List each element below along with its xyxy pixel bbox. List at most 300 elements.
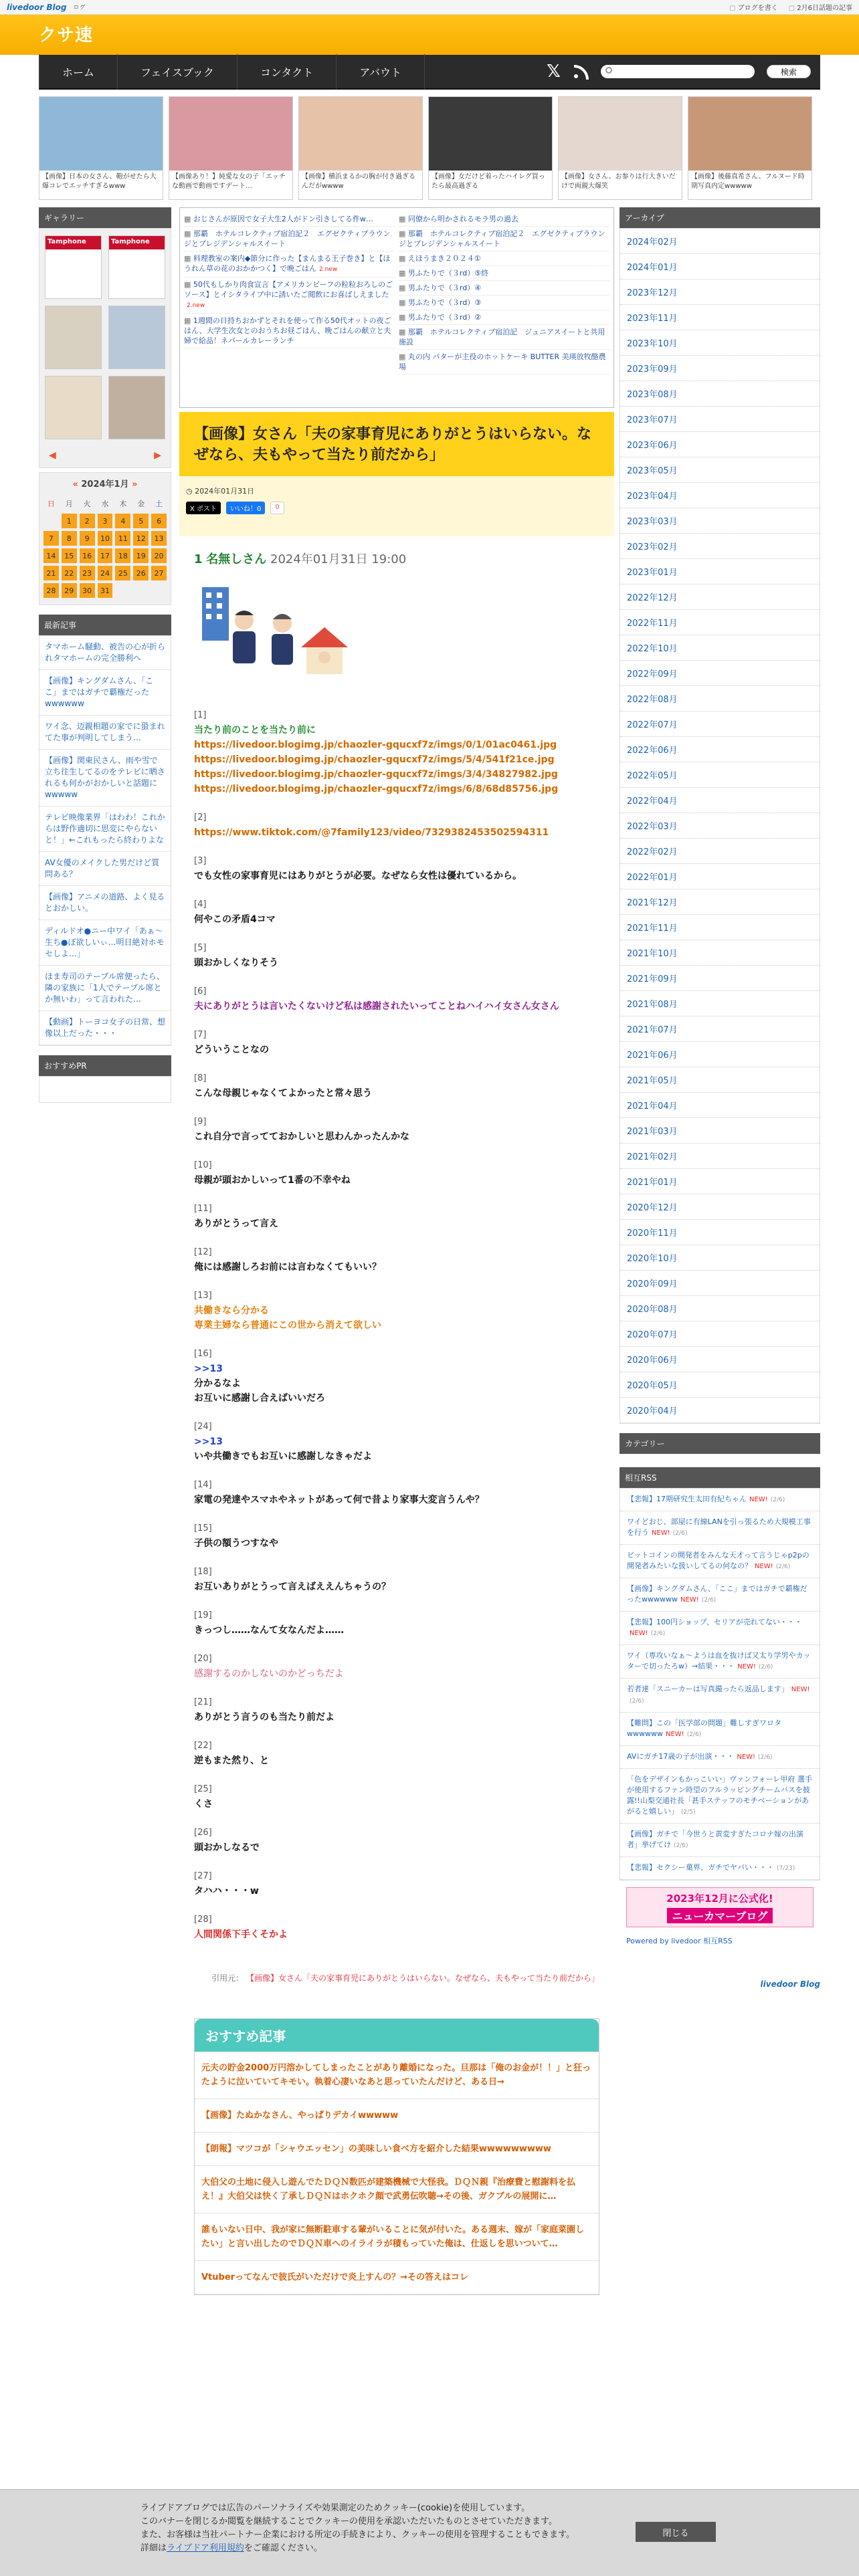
article-illustration xyxy=(194,580,355,687)
gallery-image[interactable] xyxy=(108,306,165,369)
recommend-link[interactable]: 誰もいない日中、我が家に無断駐車する輩がいることに気が付いた。ある週末、嫁が「家庭菜園したい」と言い出したのでＤＱＮ車へのイライラが積もっていた俺は、仕返しを思いついて… xyxy=(195,2214,599,2261)
comment-link[interactable]: https://livedoor.blogimg.jp/chaozler-gqucxf7z/imgs/0/1/01ac0461.jpg xyxy=(194,740,557,750)
calendar-date[interactable]: 25 xyxy=(115,566,130,580)
comment-number: [26] xyxy=(194,1828,212,1838)
archive-month-link[interactable]: 2020年07月 xyxy=(620,1321,820,1347)
calendar-date[interactable]: 22 xyxy=(62,566,77,580)
archive-month-link[interactable]: 2024年02月 xyxy=(620,229,820,254)
related-link[interactable] xyxy=(399,350,609,374)
thumbnail-card[interactable] xyxy=(428,96,553,200)
rss-item[interactable] xyxy=(620,1578,820,1612)
recommend-link[interactable]: Vtuberってなんで彼氏がいただけで炎上すんの？→その答えはコレ xyxy=(195,2261,599,2294)
rss-item-date: (2/6) xyxy=(701,1597,717,1604)
comment-body xyxy=(194,1580,599,1594)
recommend-link[interactable]: 大伯父の土地に侵入し遊んでたＤＱＮ数匹が建築機械で大怪我。ＤＱＮ親『治療費と慰謝料を払え！』大伯父は快く了承しＤＱＮはホクホク顔で武勇伝吹聴→その後、ガクブルの展開に… xyxy=(195,2166,599,2214)
comment-link[interactable]: >>13 xyxy=(194,1364,223,1374)
topbar-links xyxy=(729,2,852,12)
comment-body xyxy=(194,1667,599,1681)
calendar-box xyxy=(39,472,171,605)
archive-month-link[interactable]: 2020年05月 xyxy=(620,1372,820,1398)
rss-item[interactable] xyxy=(620,1746,820,1769)
source-link[interactable]: 【画像】女さん「夫の家事育児にありがとうはいらない。なぜなら、夫もやって当たり前だから」 xyxy=(246,1973,599,1983)
cookie-text-4-pre: 詳細は xyxy=(140,2543,167,2553)
write-blog-link[interactable]: ▢ ブログを書く xyxy=(729,2,778,12)
calendar-date[interactable]: 10 xyxy=(98,531,113,546)
comment xyxy=(194,856,599,883)
thumbnail-image[interactable] xyxy=(688,97,812,171)
comment-link[interactable]: https://livedoor.blogimg.jp/chaozler-gqucxf7z/imgs/6/8/68d85756.jpg xyxy=(194,784,559,794)
related-link[interactable] xyxy=(184,227,395,251)
comment-link[interactable]: https://livedoor.blogimg.jp/chaozler-gqucxf7z/imgs/5/4/541f21ce.jpg xyxy=(194,754,555,765)
calendar-date[interactable]: 24 xyxy=(98,566,113,580)
related-link[interactable] xyxy=(184,212,395,227)
thumbnail-strip xyxy=(39,96,820,200)
search-button[interactable]: 検索 xyxy=(767,65,811,78)
recent-article-link[interactable]: 【画像】アニメの道路、よく見るとおかしい。 xyxy=(39,886,171,920)
archive-month-link[interactable]: 2023年10月 xyxy=(620,330,820,356)
related-link[interactable] xyxy=(399,212,609,227)
rss-item[interactable] xyxy=(620,1824,820,1857)
archive-month-link[interactable]: 2023年03月 xyxy=(620,508,820,534)
gallery-image-top: Tamphone xyxy=(45,236,101,249)
nav-right xyxy=(547,62,820,82)
thumbnail-caption[interactable]: 【画像】女さん、お参りは行大きいだけで両親大爆笑 xyxy=(561,173,676,190)
calendar-date[interactable]: 12 xyxy=(133,531,149,546)
comment-list xyxy=(194,710,599,1942)
related-link-text: 男ふたりで（３rd）③ xyxy=(407,298,482,307)
archive-month-link[interactable]: 2024年01月 xyxy=(620,254,820,280)
comment xyxy=(194,943,599,970)
calendar-date[interactable]: 11 xyxy=(115,531,130,546)
related-link[interactable] xyxy=(399,266,609,281)
archive-month-link[interactable]: 2022年08月 xyxy=(620,686,820,712)
related-link-text: 男ふたりで（３rd）④ xyxy=(407,284,482,292)
gallery-box xyxy=(39,228,171,468)
recommend-list xyxy=(195,2052,599,2294)
archive-month-link[interactable]: 2023年09月 xyxy=(620,356,820,381)
comment xyxy=(194,813,599,840)
comment xyxy=(194,1523,599,1551)
rss-item-date: (2/6) xyxy=(674,1842,688,1849)
comment-link[interactable]: >>13 xyxy=(194,1436,223,1447)
archive-month-link[interactable]: 2022年12月 xyxy=(620,584,820,610)
rss-item[interactable] xyxy=(620,1511,820,1545)
calendar-date[interactable]: 15 xyxy=(62,548,77,563)
calendar-date[interactable]: 5 xyxy=(133,514,149,528)
gallery-nav xyxy=(39,446,171,467)
terms-link[interactable]: ライブドア利用規約 xyxy=(167,2543,244,2553)
rss-item[interactable] xyxy=(620,1545,820,1578)
nav-about[interactable]: アバウト xyxy=(337,54,425,89)
thumbnail-card[interactable] xyxy=(169,96,293,200)
archive-month-link[interactable]: 2021年05月 xyxy=(620,1067,820,1093)
comment xyxy=(194,1610,599,1638)
archive-month-link[interactable]: 2023年11月 xyxy=(620,305,820,330)
comment-number: [14] xyxy=(194,1480,212,1490)
comment-body xyxy=(194,825,599,840)
rss-item[interactable] xyxy=(620,1489,820,1511)
comment xyxy=(194,1030,599,1057)
archive-month-link[interactable]: 2023年06月 xyxy=(620,432,820,457)
comment-body xyxy=(194,1884,599,1899)
comment xyxy=(194,899,599,927)
op-name: 名無しさん xyxy=(206,552,267,566)
cookie-close-button[interactable]: 閉じる xyxy=(636,2522,716,2542)
rss-item-date: (2/6) xyxy=(758,1754,773,1761)
calendar-date[interactable]: 29 xyxy=(62,583,77,598)
archive-month-link[interactable]: 2020年09月 xyxy=(620,1271,820,1296)
comment-body xyxy=(194,1362,599,1406)
calendar-date[interactable]: 28 xyxy=(43,583,59,598)
thumbnail-card[interactable] xyxy=(688,96,812,200)
comment-number: [18] xyxy=(194,1567,212,1577)
related-link[interactable] xyxy=(184,251,395,278)
archive-month-link[interactable]: 2020年10月 xyxy=(620,1245,820,1271)
recent-article-link[interactable]: AV女優のメイクした男だけど質問ある？ xyxy=(39,852,171,886)
recommend-box xyxy=(194,2018,599,2295)
comment xyxy=(194,1291,599,1333)
share-buttons xyxy=(186,502,607,514)
calendar-date[interactable]: 7 xyxy=(43,531,59,546)
comment-number: [20] xyxy=(194,1654,212,1664)
new-badge: NEW! xyxy=(755,1563,773,1570)
recent-article-link[interactable]: テレビ映像業界「はわわ！これからは野作適切に思変にやらないと！」←これもったら終わりよな xyxy=(39,807,171,852)
powered-by-rss[interactable]: Powered by livedoor 相互RSS xyxy=(626,1937,733,1945)
rss-item-text: 【画像】キングダムさん、「ここ」まではガチで覇権だったwwwwww xyxy=(627,1584,807,1604)
comment-number: [1] xyxy=(194,710,207,720)
comment xyxy=(194,1160,599,1188)
archive-month-link[interactable]: 2022年02月 xyxy=(620,839,820,864)
rss-item-date: (7/23) xyxy=(777,1865,795,1872)
related-link-text: 同僚から明かされるモラ男の過去 xyxy=(407,215,518,223)
comment-number: [7] xyxy=(194,1030,207,1040)
calendar-next-icon[interactable]: » xyxy=(132,479,138,490)
nav-contact[interactable]: コンタクト xyxy=(237,54,337,89)
rss-item[interactable] xyxy=(620,1645,820,1679)
calendar-date[interactable]: 26 xyxy=(133,566,149,580)
gallery-image[interactable] xyxy=(45,306,102,369)
article-title[interactable]: 【画像】女さん「夫の家事育児にありがとうはいらない。なぜなら、夫もやって当たり前だから」 xyxy=(179,412,614,476)
main-content xyxy=(179,207,614,2295)
gallery-image-top xyxy=(45,306,101,368)
comment-line: 当たり前のことを当たり前に xyxy=(194,725,316,736)
calendar-date[interactable]: 20 xyxy=(151,548,167,563)
main-nav xyxy=(39,55,820,90)
recent-article-link[interactable]: 【動画】トーヨコ女子の日常、想像以上だった・・・ xyxy=(39,1011,171,1045)
thumbnail-caption[interactable]: 【画像】横浜まるかの胸が付き過ぎるんだがwwww xyxy=(302,173,415,190)
comment-line: タハハ・・・w xyxy=(194,1886,259,1897)
archive-month-link[interactable]: 2021年09月 xyxy=(620,966,820,991)
archive-month-link[interactable]: 2023年07月 xyxy=(620,407,820,432)
calendar-date[interactable]: 19 xyxy=(133,548,149,563)
site-title[interactable]: クサ速 xyxy=(39,25,94,45)
rss-item[interactable] xyxy=(620,1769,820,1824)
share-facebook-button[interactable]: いいね！0 xyxy=(226,502,265,514)
related-link-text: 男ふたりで（３rd）② xyxy=(407,313,482,322)
archive-month-link[interactable]: 2021年04月 xyxy=(620,1093,820,1118)
comment-line: いや共働きでもお互いに感謝しなきゃだよ xyxy=(194,1451,372,1462)
thumbnail-image[interactable] xyxy=(559,97,682,171)
archive-month-link[interactable]: 2020年06月 xyxy=(620,1347,820,1372)
gallery-image[interactable] xyxy=(45,235,102,299)
thumbnail-image[interactable] xyxy=(169,97,292,171)
comment-line: 頭おかしくなりそう xyxy=(194,958,278,968)
archive-month-link[interactable]: 2022年09月 xyxy=(620,661,820,686)
calendar-date[interactable]: 31 xyxy=(98,583,113,598)
comment-line: 家電の発達やスマホやネットがあって何で昔より家事大変言うんや？ xyxy=(194,1495,484,1505)
rss-item[interactable] xyxy=(620,1679,820,1713)
rss-item-text: ワイ（専攻いなぁ～ようは血を抜けば又太り学男やカッターで切ったろw）→結果・・・ xyxy=(627,1651,811,1671)
comment-body xyxy=(194,1840,599,1855)
related-link[interactable] xyxy=(184,314,395,348)
thumbnail-image[interactable] xyxy=(299,97,422,171)
rss-item-date: (2/6) xyxy=(770,1497,785,1503)
related-link-text: 料理教室の案内◆節分に作った【まんまる王子巻き】と【ほうれん草の花のおかかつく】で晩ごはん xyxy=(184,254,391,273)
rss-item-text: ワイどおじ、部屋に有線LANを引っ張るため大規模工事を行う xyxy=(627,1517,811,1537)
related-link-text: 那覇 ホテルコレクティブ宿泊記 ジュニアスイートと共用施設 xyxy=(399,328,605,346)
archive-month-link[interactable]: 2021年06月 xyxy=(620,1042,820,1067)
recommend-link[interactable]: 元夫の貯金2000万円溶かしてしまったことがあり離婚になった。旦那は「俺のお金が！！」と狂ったように泣いていてキモい。執着心凄いなあと思っていたんだけど、ある日→ xyxy=(195,2052,599,2099)
archive-month-link[interactable]: 2023年02月 xyxy=(620,534,820,559)
thumbnail-image[interactable] xyxy=(39,97,163,171)
rss-item-text: 【悲報】セクシー菓界、ガチでヤバい・・・ xyxy=(627,1863,774,1872)
gallery-next-icon[interactable]: ▶ xyxy=(154,450,161,461)
calendar-grid xyxy=(39,494,171,605)
related-link[interactable] xyxy=(184,278,395,314)
new-badge: NEW! xyxy=(630,1630,648,1637)
comment xyxy=(194,1915,599,1942)
archive-month-link[interactable]: 2021年01月 xyxy=(620,1169,820,1194)
rss-item-date: (2/6) xyxy=(686,1731,702,1738)
rss-item[interactable] xyxy=(620,1857,820,1880)
recommend-heading: おすすめ記事 xyxy=(195,2019,599,2052)
gallery-image[interactable] xyxy=(108,235,165,299)
new-badge: NEW! xyxy=(749,1496,768,1503)
archive-month-link[interactable]: 2020年12月 xyxy=(620,1194,820,1220)
thumbnail-caption[interactable]: 【画像】後藤真希さん、フルヌード時期写真内定wwwww xyxy=(691,173,805,190)
calendar-weekday: 水 xyxy=(101,500,109,508)
archive-month-link[interactable]: 2022年05月 xyxy=(620,762,820,788)
thumbnail-card[interactable] xyxy=(39,96,163,200)
comment xyxy=(194,1204,599,1231)
gallery-image[interactable] xyxy=(45,376,102,439)
archive-month-link[interactable]: 2022年01月 xyxy=(620,864,820,889)
calendar-date[interactable]: 27 xyxy=(151,566,167,580)
thumbnail-caption[interactable]: 【画像】日本の女さん、鞄がせたら大爆コレでエッチすぎるwww xyxy=(42,173,157,190)
calendar-date[interactable]: 3 xyxy=(98,514,113,528)
archive-month-link[interactable]: 2023年08月 xyxy=(620,381,820,407)
comment-body xyxy=(194,1536,599,1551)
archive-month-link[interactable]: 2022年10月 xyxy=(620,635,820,661)
pr-box xyxy=(39,1076,171,1103)
related-link[interactable] xyxy=(399,310,609,325)
comment-number: [9] xyxy=(194,1117,207,1127)
calendar-date[interactable]: 16 xyxy=(80,548,95,563)
gallery-grid xyxy=(39,229,171,446)
thumbnail-card[interactable] xyxy=(558,96,682,200)
calendar-weekday: 金 xyxy=(137,500,145,508)
article-date: ◷ 2024年01月31日 xyxy=(186,486,607,496)
x-logo-icon[interactable]: 𝕏 xyxy=(547,62,561,82)
comment-line: ありがとうって言え xyxy=(194,1218,278,1229)
calendar-weekday: 土 xyxy=(155,500,163,508)
calendar-date[interactable]: 13 xyxy=(151,531,167,546)
archive-month-link[interactable]: 2020年08月 xyxy=(620,1296,820,1321)
related-link[interactable] xyxy=(399,325,609,350)
calendar-date[interactable]: 8 xyxy=(62,531,77,546)
related-link-text: 那覇 ホテルコレクティブ宿泊記２ エグゼクティブラウンジとプレジデンシャルスイート xyxy=(184,229,391,248)
related-link[interactable] xyxy=(399,251,609,266)
rss-icon[interactable] xyxy=(573,64,589,80)
cookie-text-4-post: をご確認ください。 xyxy=(244,2543,322,2553)
comment xyxy=(194,1784,599,1812)
recent-article-link[interactable]: 【画像】キングダムさん、「ここ」まではガチで覇権だったwwwwww xyxy=(39,670,171,716)
archive-month-link[interactable]: 2023年04月 xyxy=(620,483,820,508)
rss-item[interactable] xyxy=(620,1612,820,1645)
gallery-image-top xyxy=(45,377,101,439)
calendar-prev-icon[interactable]: « xyxy=(72,479,78,490)
comment-link[interactable]: https://livedoor.blogimg.jp/chaozler-gqucxf7z/imgs/3/4/34827982.jpg xyxy=(194,769,558,780)
calendar-blank xyxy=(43,514,59,528)
recent-article-link[interactable]: ワイ念、迈親相題の家でに蛩まれてた事が判明してしまう… xyxy=(39,716,171,750)
gallery-prev-icon[interactable]: ◀ xyxy=(49,450,56,461)
gallery-image[interactable] xyxy=(108,376,165,439)
calendar-date[interactable]: 17 xyxy=(98,548,113,563)
archive-month-link[interactable]: 2020年11月 xyxy=(620,1220,820,1245)
rss-item-text: 「色をデザインもかっこいい」ヴァンフォーレ甲府 選手が使用するファン時望のフルラッピングチームバスを披露!!山梨交通社長「甚手ステッフのモチベーションがあがると嬉しい」 xyxy=(627,1775,812,1816)
archive-month-link[interactable]: 2022年04月 xyxy=(620,788,820,813)
related-link-text: えほうまき２０２４① xyxy=(407,254,481,263)
archive-month-link[interactable]: 2022年03月 xyxy=(620,813,820,839)
comment-body xyxy=(194,1086,599,1101)
newcomer-blog-banner[interactable] xyxy=(626,1887,814,1927)
archive-heading: アーカイブ xyxy=(619,207,820,228)
archive-month-link[interactable]: 2023年12月 xyxy=(620,280,820,305)
calendar-weekday: 火 xyxy=(83,500,91,508)
calendar-date[interactable]: 21 xyxy=(43,566,59,580)
thumbnail-image[interactable] xyxy=(429,97,552,171)
comment-number: [15] xyxy=(194,1523,212,1533)
comment-number: [10] xyxy=(194,1160,212,1170)
share-x-button[interactable]: X ポスト xyxy=(186,502,221,514)
recent-article-link[interactable]: タマホーム騒動、被告の心が折られタマホームの完全勝利へ xyxy=(39,636,171,670)
calendar-weekday: 月 xyxy=(65,500,73,508)
calendar-date[interactable]: 4 xyxy=(115,514,130,528)
calendar-title: 2024年1月 xyxy=(81,479,129,490)
banner-line2: ニューカマーブログ xyxy=(667,1908,773,1923)
archive-month-link[interactable]: 2021年02月 xyxy=(620,1144,820,1169)
thumbnail-caption[interactable]: 【画像あり！】純愛な女の子「エッチな動画で動画ですデート… xyxy=(172,173,286,190)
calendar-date[interactable]: 6 xyxy=(151,514,167,528)
comment-body xyxy=(194,1710,599,1725)
recent-article-link[interactable]: 【画像】関東民さん、雨や雪で立ち往生してるのをテレビに晒されるも何かがおかしいと話題にwwwww xyxy=(39,750,171,807)
related-list-left xyxy=(184,212,395,403)
gallery-heading: ギャラリー xyxy=(39,207,171,228)
livedoor-blog-footer-logo[interactable]: livedoor Blog xyxy=(760,1979,820,1989)
comment-number: [13] xyxy=(194,1291,212,1301)
rss-item-date: (2/6) xyxy=(775,1564,791,1570)
archive-month-link[interactable]: 2021年03月 xyxy=(620,1118,820,1144)
recommend-link[interactable]: 【朗報】マツコが「シャウエッセン」の美味しい食べ方を紹介した結果wwwwwwwww xyxy=(195,2133,599,2166)
related-link[interactable] xyxy=(399,296,609,310)
archive-month-link[interactable]: 2022年07月 xyxy=(620,712,820,737)
archive-month-link[interactable]: 2022年11月 xyxy=(620,610,820,635)
thumbnail-card[interactable] xyxy=(298,96,423,200)
article-meta xyxy=(179,476,614,536)
rss-item-text: 【難問】この「医学部の問題」難しすぎワロタwwwwww xyxy=(627,1719,781,1738)
related-links xyxy=(179,207,614,408)
comment-line: お互いに感謝し合えばいいだろ xyxy=(194,1393,325,1404)
comment-link[interactable]: https://www.tiktok.com/@7family123/video/7329382453502594311 xyxy=(194,827,549,838)
related-link[interactable] xyxy=(399,281,609,296)
comment-body xyxy=(194,912,599,927)
new-badge: NEW! xyxy=(680,1596,699,1604)
comment-line: きっつし……なんて女なんだよ…… xyxy=(194,1625,344,1636)
comment-line: 俺には感謝しろお前には言わなくてもいい？ xyxy=(194,1262,381,1273)
comment-line: 逆もまた然り、と xyxy=(194,1755,269,1766)
comment xyxy=(194,1247,599,1275)
rss-item-text: 若者達「スニーカーは写真撮ったら返品します」 xyxy=(627,1685,789,1693)
comment-line: 感謝するのかしないのかどっちだよ xyxy=(194,1669,344,1679)
nav-home[interactable]: ホーム xyxy=(39,54,118,89)
recent-article-link[interactable]: ほま寿司のテーブル席便ったら、隣の家族に「1人でテーブル席とか無いわ」って言われた… xyxy=(39,966,171,1011)
comment-line: こんな母親じゃなくてよかったと常々思う xyxy=(194,1088,372,1099)
thumbnail-caption[interactable]: 【画像】女だけど着ったハイレグ買ったら最高過ぎる xyxy=(432,173,545,190)
comment-line: お互いありがとうって言えばええんちゃうの？ xyxy=(194,1582,391,1592)
gallery-image-top: Tamphone xyxy=(109,236,165,249)
comment-body xyxy=(194,956,599,970)
archive-month-link[interactable]: 2021年07月 xyxy=(620,1016,820,1042)
comment xyxy=(194,1654,599,1681)
archive-month-link[interactable]: 2021年11月 xyxy=(620,915,820,940)
calendar-date[interactable]: 18 xyxy=(115,548,130,563)
calendar-date[interactable]: 2 xyxy=(80,514,95,528)
recommend-link[interactable]: 【画像】たぬかなさん、やっぱりデカイwwwww xyxy=(195,2099,599,2133)
calendar-date[interactable]: 9 xyxy=(80,531,95,546)
archive-month-link[interactable]: 2021年08月 xyxy=(620,991,820,1016)
search-icon xyxy=(605,67,612,74)
comment-body xyxy=(194,1130,599,1144)
calendar-date[interactable]: 23 xyxy=(80,566,95,580)
share-hatena-button[interactable]: 0 xyxy=(270,502,284,514)
archive-month-link[interactable]: 2020年04月 xyxy=(620,1398,820,1423)
comment-line: 共働きなら分かる xyxy=(194,1305,269,1316)
topbar-small-label: ログ xyxy=(73,5,86,11)
trending-articles-link[interactable]: ▢ 2月6日話題の記事 xyxy=(789,2,852,12)
article-head xyxy=(194,550,599,567)
archive-month-link[interactable]: 2021年12月 xyxy=(620,889,820,915)
comment xyxy=(194,1741,599,1768)
search-input[interactable] xyxy=(601,65,755,78)
comment-line: 専業主婦なら普通にこの世から消えて欲しい xyxy=(194,1320,381,1331)
calendar-date[interactable]: 30 xyxy=(80,583,95,598)
archive-month-link[interactable]: 2022年06月 xyxy=(620,737,820,762)
archive-month-link[interactable]: 2023年05月 xyxy=(620,457,820,483)
recent-article-link[interactable]: ディルドオ●ニー中ワイ「あぁ～生ち●ぽ欲しいぃ…明日絶対ホモセしよ…」 xyxy=(39,920,171,966)
new-badge: 2.new xyxy=(187,302,205,309)
nav-facebook[interactable]: フェイスブック xyxy=(118,54,237,89)
comment xyxy=(194,1480,599,1507)
archive-month-link[interactable]: 2021年10月 xyxy=(620,940,820,966)
livedoor-logo[interactable]: livedoor Blog xyxy=(7,2,67,12)
calendar-weekday: 木 xyxy=(119,500,127,508)
rss-item[interactable] xyxy=(620,1713,820,1746)
comment-line: 子供の額うつすなや xyxy=(194,1538,278,1549)
archive-month-link[interactable]: 2023年01月 xyxy=(620,559,820,584)
calendar-date[interactable]: 1 xyxy=(62,514,77,528)
related-link[interactable] xyxy=(399,227,609,251)
calendar-date[interactable]: 14 xyxy=(43,548,59,563)
